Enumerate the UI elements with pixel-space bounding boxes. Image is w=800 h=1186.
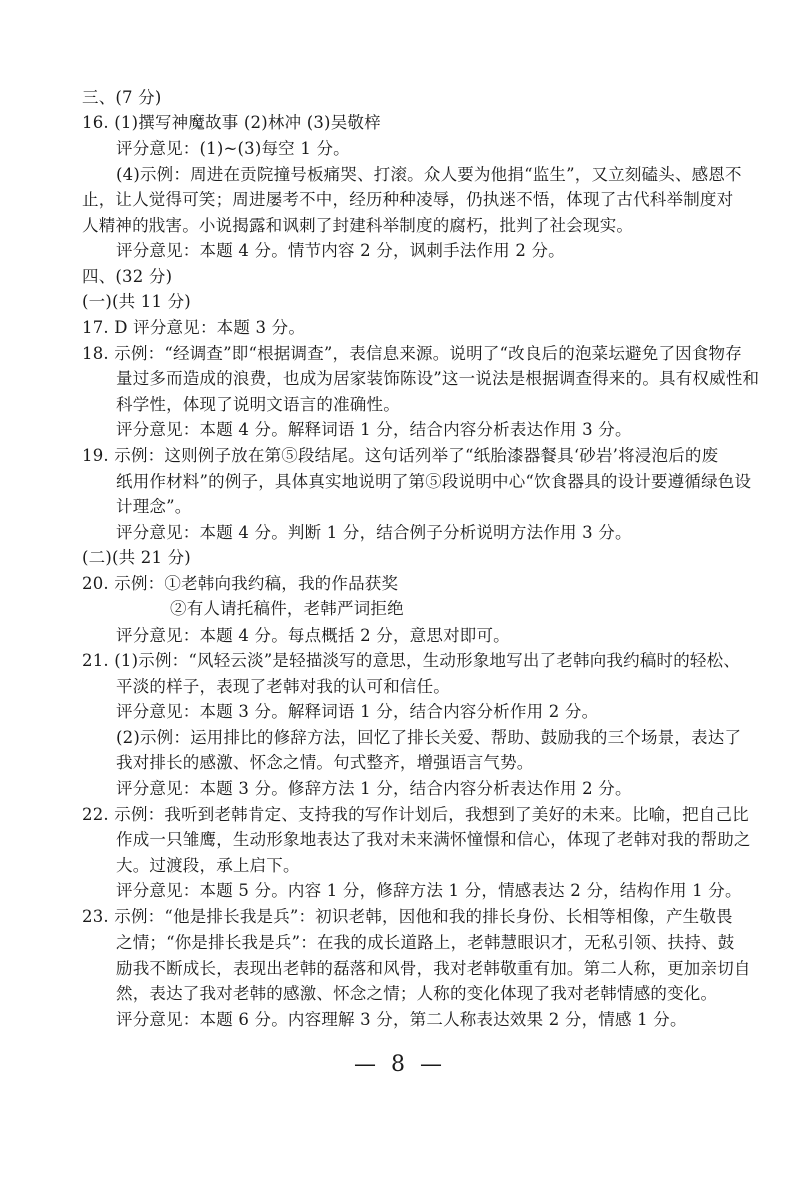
text-line: 18. 示例：“经调查”即“根据调查”，表信息来源。说明了“改良后的泡菜坛避免了因食物存 <box>82 343 742 363</box>
text-line: 计理念”。 <box>116 496 192 516</box>
text-line: 三、(7 分) <box>82 88 162 107</box>
text-line: 人精神的戕害。小说揭露和讽刺了封建科举制度的腐朽，批判了社会现实。 <box>82 215 634 235</box>
text-line: (4)示例：周进在贡院撞号板痛哭、打滚。众人要为他捐“监生”，又立刻磕头、感恩不 <box>116 164 742 184</box>
text-line: 平淡的样子，表现了老韩对我的认可和信任。 <box>116 676 450 696</box>
text-line: (二)(共 21 分) <box>82 548 191 568</box>
text-line: 评分意见：(1)~(3)每空 1 分。 <box>116 139 350 159</box>
text-line: 我对排长的感激、怀念之情。句式整齐，增强语言气势。 <box>116 753 534 773</box>
text-line: 评分意见：本题 4 分。情节内容 2 分，讽刺手法作用 2 分。 <box>116 241 565 261</box>
text-line: 22. 示例：我听到老韩肯定、支持我的写作计划后，我想到了美好的未来。比喻，把自己比 <box>82 804 749 824</box>
text-line: ②有人请托稿件，老韩严词拒绝 <box>170 599 404 619</box>
text-line: 评分意见：本题 4 分。每点概括 2 分，意思对即可。 <box>116 625 510 645</box>
text-line: 励我不断成长，表现出老韩的磊落和风骨，我对老韩敬重有加。第二人称，更加亲切自 <box>116 958 751 978</box>
text-line: 21. (1)示例：“风轻云淡”是轻描淡写的意思，生动形象地写出了老韩向我约稿时的轻松、 <box>82 650 741 670</box>
text-line: 16. (1)撰写神魔故事 (2)林冲 (3)吴敬梓 <box>82 113 381 133</box>
text-line: 评分意见：本题 3 分。修辞方法 1 分，结合内容分析表达作用 2 分。 <box>116 778 632 798</box>
text-line: 之情；“你是排长我是兵”：在我的成长道路上，老韩慧眼识才，无私引领、扶持、鼓 <box>116 932 735 952</box>
text-line: 20. 示例：①老韩向我约稿，我的作品获奖 <box>82 574 399 594</box>
text-line: 19. 示例：这则例子放在第⑤段结尾。这句话列举了“纸胎漆器餐具‘砂岩’将浸泡后的废 <box>82 446 719 466</box>
page-number: — 8 — <box>354 1052 446 1077</box>
text-line: (2)示例：运用排比的修辞方法，回忆了排长关爱、帮助、鼓励我的三个场景，表达了 <box>116 728 742 748</box>
text-line: 23. 示例：“他是排长我是兵”：初识老韩，因他和我的排长身份、长相等相像，产生敬畏 <box>82 907 733 927</box>
text-line: 17. D 评分意见：本题 3 分。 <box>82 317 306 337</box>
text-line: 作成一只雏鹰，生动形象地表达了我对未来满怀憧憬和信心，体现了老韩对我的帮助之 <box>116 829 751 849</box>
text-line: 评分意见：本题 3 分。解释词语 1 分，结合内容分析作用 2 分。 <box>116 702 599 722</box>
text-line: 评分意见：本题 5 分。内容 1 分，修辞方法 1 分，情感表达 2 分，结构作用 1 分。 <box>116 881 742 901</box>
text-line: 然，表达了我对老韩的感激、怀念之情；人称的变化体现了我对老韩情感的变化。 <box>116 983 718 1003</box>
text-line: 评分意见：本题 6 分。内容理解 3 分，第二人称表达效果 2 分，情感 1 分。 <box>116 1010 687 1029</box>
text-line: 量过多而造成的浪费，也成为居家装饰陈设”这一说法是根据调查得来的。具有权威性和 <box>116 368 760 388</box>
text-line: 纸用作材料”的例子，具体真实地说明了第⑤段说明中心“饮食器具的设计要遵循绿色设 <box>116 471 752 491</box>
text-line: 止，让人觉得可笑；周进屡考不中，经历种种凌辱，仍执迷不悟，体现了古代科举制度对 <box>82 189 734 209</box>
text-line: 评分意见：本题 4 分。解释词语 1 分，结合内容分析表达作用 3 分。 <box>116 420 632 440</box>
text-line: (一)(共 11 分) <box>82 292 191 312</box>
text-line: 大。过渡段，承上启下。 <box>116 856 300 876</box>
text-line: 评分意见：本题 4 分。判断 1 分，结合例子分析说明方法作用 3 分。 <box>116 522 632 542</box>
text-line: 科学性，体现了说明文语言的准确性。 <box>116 395 400 415</box>
text-line: 四、(32 分) <box>82 267 173 287</box>
